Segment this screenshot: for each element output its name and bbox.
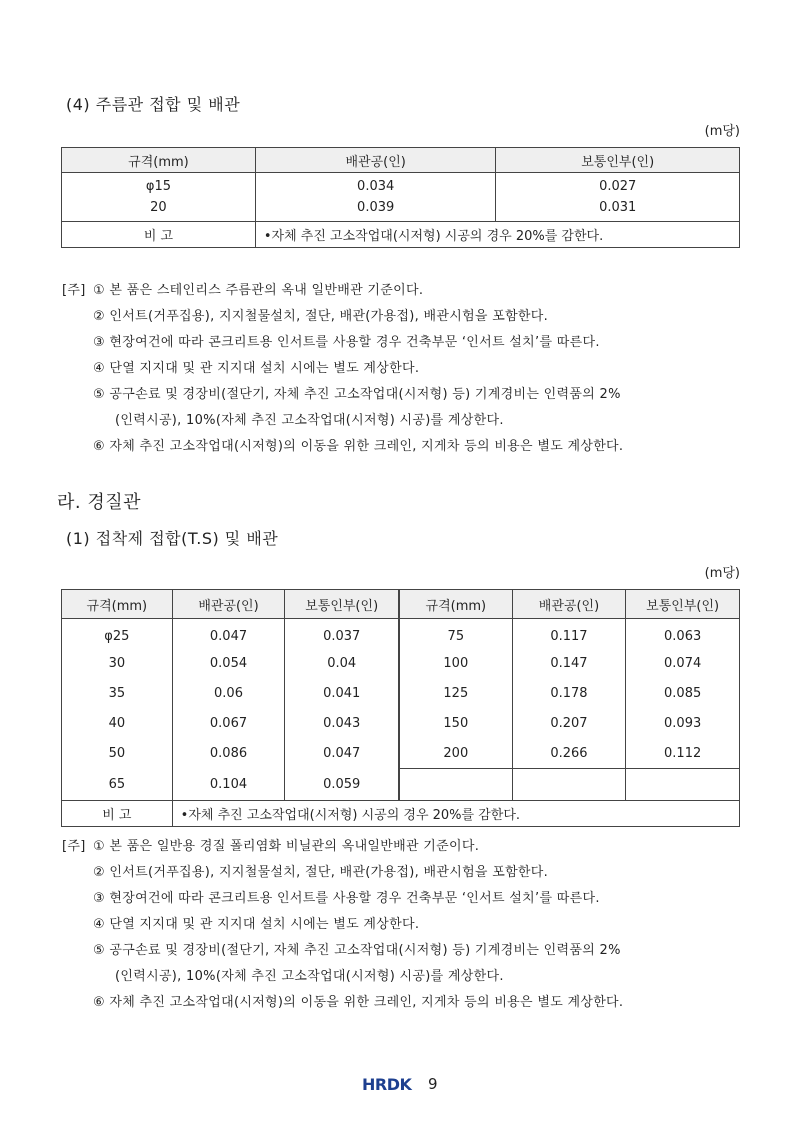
cell: 65 [62, 769, 173, 801]
size-value: 20 [150, 200, 167, 215]
header-laborer: 보통인부(인) [285, 590, 399, 619]
cell: 0.047 [285, 739, 399, 769]
note-item-continued: (인력시공), 10%(자체 추진 고소작업대(시저형) 시공)를 계상한다. [115, 413, 504, 428]
cell: 0.112 [626, 739, 740, 769]
cell: 150 [399, 709, 512, 739]
notes-lead: [주] [62, 283, 86, 298]
cell: 0.037 [285, 619, 399, 649]
cell: 75 [399, 619, 512, 649]
cell: 0.074 [626, 649, 740, 679]
cell: φ25 [62, 619, 173, 649]
header-laborer: 보통인부(인) [626, 590, 740, 619]
laborer-value: 0.031 [599, 200, 637, 215]
cell: 200 [399, 739, 512, 769]
cell: 0.266 [512, 739, 626, 769]
note-item-continued: (인력시공), 10%(자체 추진 고소작업대(시저형) 시공)를 계상한다. [115, 969, 504, 984]
cell: 0.147 [512, 649, 626, 679]
header-pipefitter: 배관공(인) [255, 148, 496, 173]
notes-lead: [주] [62, 839, 86, 854]
note-item: ③ 현장여건에 따라 콘크리트용 인서트를 사용할 경우 건축부문 ‘인서트 설치’를 따른다. [93, 891, 600, 906]
cell: 0.059 [285, 769, 399, 801]
unit-label: (m당) [704, 566, 740, 581]
note-item: ③ 현장여건에 따라 콘크리트용 인서트를 사용할 경우 건축부문 ‘인서트 설치’를 따른다. [93, 335, 600, 350]
note-item: ④ 단열 지지대 및 관 지지대 설치 시에는 별도 계상한다. [93, 917, 420, 932]
cell: 50 [62, 739, 173, 769]
cell: 0.063 [626, 619, 740, 649]
remark-label: 비 고 [62, 801, 173, 827]
cell: 40 [62, 709, 173, 739]
cell: 100 [399, 649, 512, 679]
header-size: 규격(mm) [62, 148, 256, 173]
cell: 0.086 [172, 739, 285, 769]
remark-label: 비 고 [62, 222, 256, 248]
note-item: ① 본 품은 일반용 경질 폴리염화 비닐관의 옥내일반배관 기준이다. [93, 839, 480, 854]
cell: 0.06 [172, 679, 285, 709]
remark-text: •자체 추진 고소작업대(시저형) 시공의 경우 20%를 감한다. [172, 801, 739, 827]
page-number: 9 [428, 1075, 438, 1093]
size-value: φ15 [145, 179, 171, 194]
note-item: ⑥ 자체 추진 고소작업대(시저형)의 이동을 위한 크레인, 지게차 등의 비용은 별도 계상한다. [93, 439, 624, 454]
subsection-title: (1) 접착제 접합(T.S) 및 배관 [66, 529, 279, 548]
note-item: ① 본 품은 스테인리스 주름관의 옥내 일반배관 기준이다. [93, 283, 424, 298]
note-item: ⑥ 자체 추진 고소작업대(시저형)의 이동을 위한 크레인, 지게차 등의 비용은 별도 계상한다. [93, 995, 624, 1010]
remark-text: •자체 추진 고소작업대(시저형) 시공의 경우 20%를 감한다. [255, 222, 739, 248]
header-size: 규격(mm) [399, 590, 512, 619]
cell: 0.047 [172, 619, 285, 649]
header-size: 규격(mm) [62, 590, 173, 619]
cell: 0.093 [626, 709, 740, 739]
unit-label: (m당) [704, 124, 740, 139]
pipefitter-value: 0.039 [357, 200, 395, 215]
note-item: ④ 단열 지지대 및 관 지지대 설치 시에는 별도 계상한다. [93, 361, 420, 376]
note-item: ⑤ 공구손료 및 경장비(절단기, 자체 추진 고소작업대(시저형) 등) 기계경비는 인력품의 2% [93, 387, 621, 402]
pipefitter-value: 0.034 [357, 179, 395, 194]
laborer-value: 0.027 [599, 179, 637, 194]
cell: 0.178 [512, 679, 626, 709]
section-heading: 라. 경질관 [57, 492, 141, 513]
cell: 0.207 [512, 709, 626, 739]
cell: 30 [62, 649, 173, 679]
note-item: ⑤ 공구손료 및 경장비(절단기, 자체 추진 고소작업대(시저형) 등) 기계경비는 인력품의 2% [93, 943, 621, 958]
note-item: ② 인서트(거푸집용), 지지철물설치, 절단, 배관(가용접), 배관시험을 포함한다. [93, 865, 549, 880]
cell: 0.054 [172, 649, 285, 679]
cell: 0.04 [285, 649, 399, 679]
cell: 0.085 [626, 679, 740, 709]
cell: 0.067 [172, 709, 285, 739]
cell: 35 [62, 679, 173, 709]
cell: 125 [399, 679, 512, 709]
header-pipefitter: 배관공(인) [512, 590, 626, 619]
cell: 0.117 [512, 619, 626, 649]
cell: 0.104 [172, 769, 285, 801]
cell: 0.043 [285, 709, 399, 739]
note-item: ② 인서트(거푸집용), 지지철물설치, 절단, 배관(가용접), 배관시험을 포함한다. [93, 309, 549, 324]
header-pipefitter: 배관공(인) [172, 590, 285, 619]
hrdk-logo: HRDK [362, 1075, 412, 1094]
section-title: (4) 주름관 접합 및 배관 [66, 95, 241, 114]
header-laborer: 보통인부(인) [496, 148, 740, 173]
cell: 0.041 [285, 679, 399, 709]
